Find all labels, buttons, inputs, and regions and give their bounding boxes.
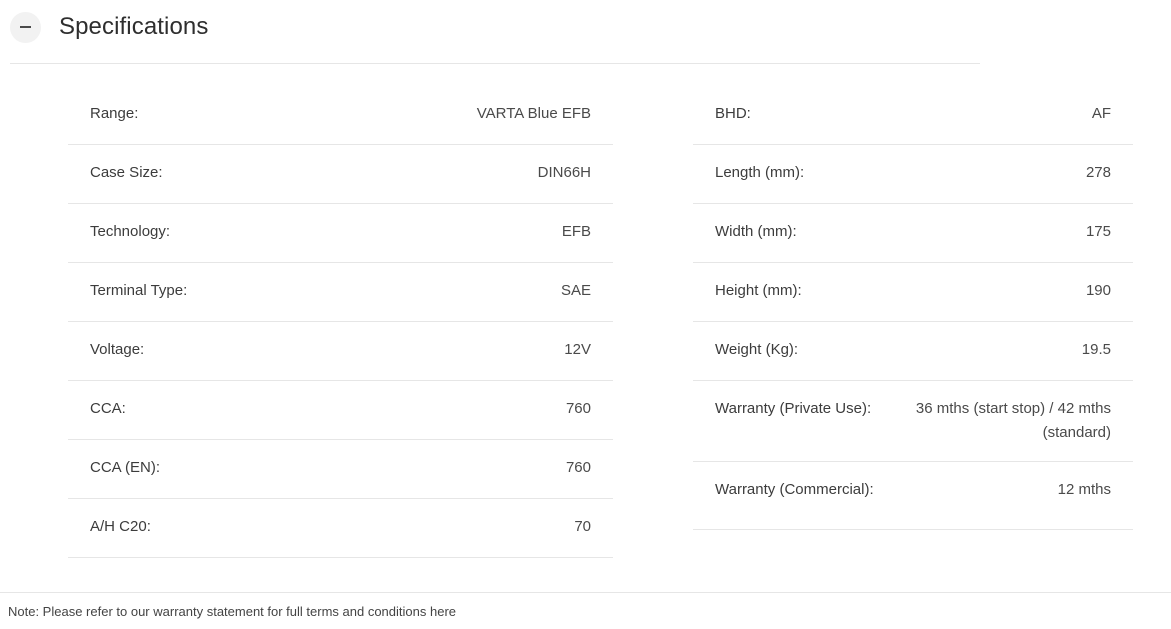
table-row: [693, 381, 1133, 462]
table-row: [693, 322, 1133, 381]
spec-label: BHD:: [715, 105, 751, 122]
specifications-column-right: [693, 86, 1133, 558]
table-row: [68, 440, 613, 499]
table-row: [68, 322, 613, 381]
spec-value: EFB: [561, 223, 591, 240]
spec-label: Width (mm):: [715, 223, 797, 240]
table-row: [68, 263, 613, 322]
spec-value: DIN66H: [537, 164, 591, 181]
warranty-note: [8, 604, 456, 619]
specifications-table: [0, 86, 1171, 558]
spec-label: Terminal Type:: [90, 282, 188, 299]
spec-label: Warranty (Private Use):: [715, 400, 872, 417]
minus-icon: [20, 26, 31, 28]
table-row: [693, 86, 1133, 145]
spec-label: Weight (Kg):: [715, 341, 799, 358]
spec-value: 760: [565, 400, 591, 417]
spec-label: Length (mm):: [715, 164, 805, 181]
table-row: [693, 145, 1133, 204]
table-row: [68, 204, 613, 263]
spec-label: Warranty (Commercial):: [715, 481, 874, 498]
table-row: [68, 86, 613, 145]
table-row: [693, 263, 1133, 322]
warranty-note-text: Note: Please refer to our warranty statement for full terms and conditions: [8, 604, 430, 619]
spec-value: 175: [1085, 223, 1111, 240]
spec-value: 36 mths (start stop) / 42 mths (standard): [915, 400, 1111, 441]
spec-value: AF: [1091, 105, 1111, 122]
table-row: [68, 145, 613, 204]
spec-value: 760: [565, 459, 591, 476]
footer-divider: [0, 592, 1171, 593]
table-row: [68, 499, 613, 558]
spec-label: CCA:: [90, 400, 126, 417]
table-row: [693, 204, 1133, 263]
spec-value: 19.5: [1081, 341, 1111, 358]
collapse-toggle-button[interactable]: [10, 12, 41, 43]
warranty-statement-link[interactable]: here: [429, 604, 457, 619]
specifications-header: [0, 0, 1171, 46]
spec-label: A/H C20:: [90, 518, 151, 535]
spec-value: 190: [1085, 282, 1111, 299]
spec-label: Technology:: [90, 223, 171, 240]
spec-value: 278: [1085, 164, 1111, 181]
spec-label: Range:: [90, 105, 139, 122]
spec-value: 12 mths: [1057, 481, 1111, 498]
spec-value: 12V: [564, 341, 591, 358]
spec-value: VARTA Blue EFB: [476, 105, 591, 122]
table-row: [693, 462, 1133, 530]
spec-label: Case Size:: [90, 164, 163, 181]
table-row: [68, 381, 613, 440]
header-divider: [10, 63, 980, 64]
spec-value: 70: [574, 518, 591, 535]
spec-value: SAE: [560, 282, 591, 299]
spec-label: Height (mm):: [715, 282, 802, 299]
specifications-column-left: [68, 86, 613, 558]
page-title: Specifications: [59, 13, 209, 40]
spec-label: CCA (EN):: [90, 459, 161, 476]
spec-label: Voltage:: [90, 341, 145, 358]
